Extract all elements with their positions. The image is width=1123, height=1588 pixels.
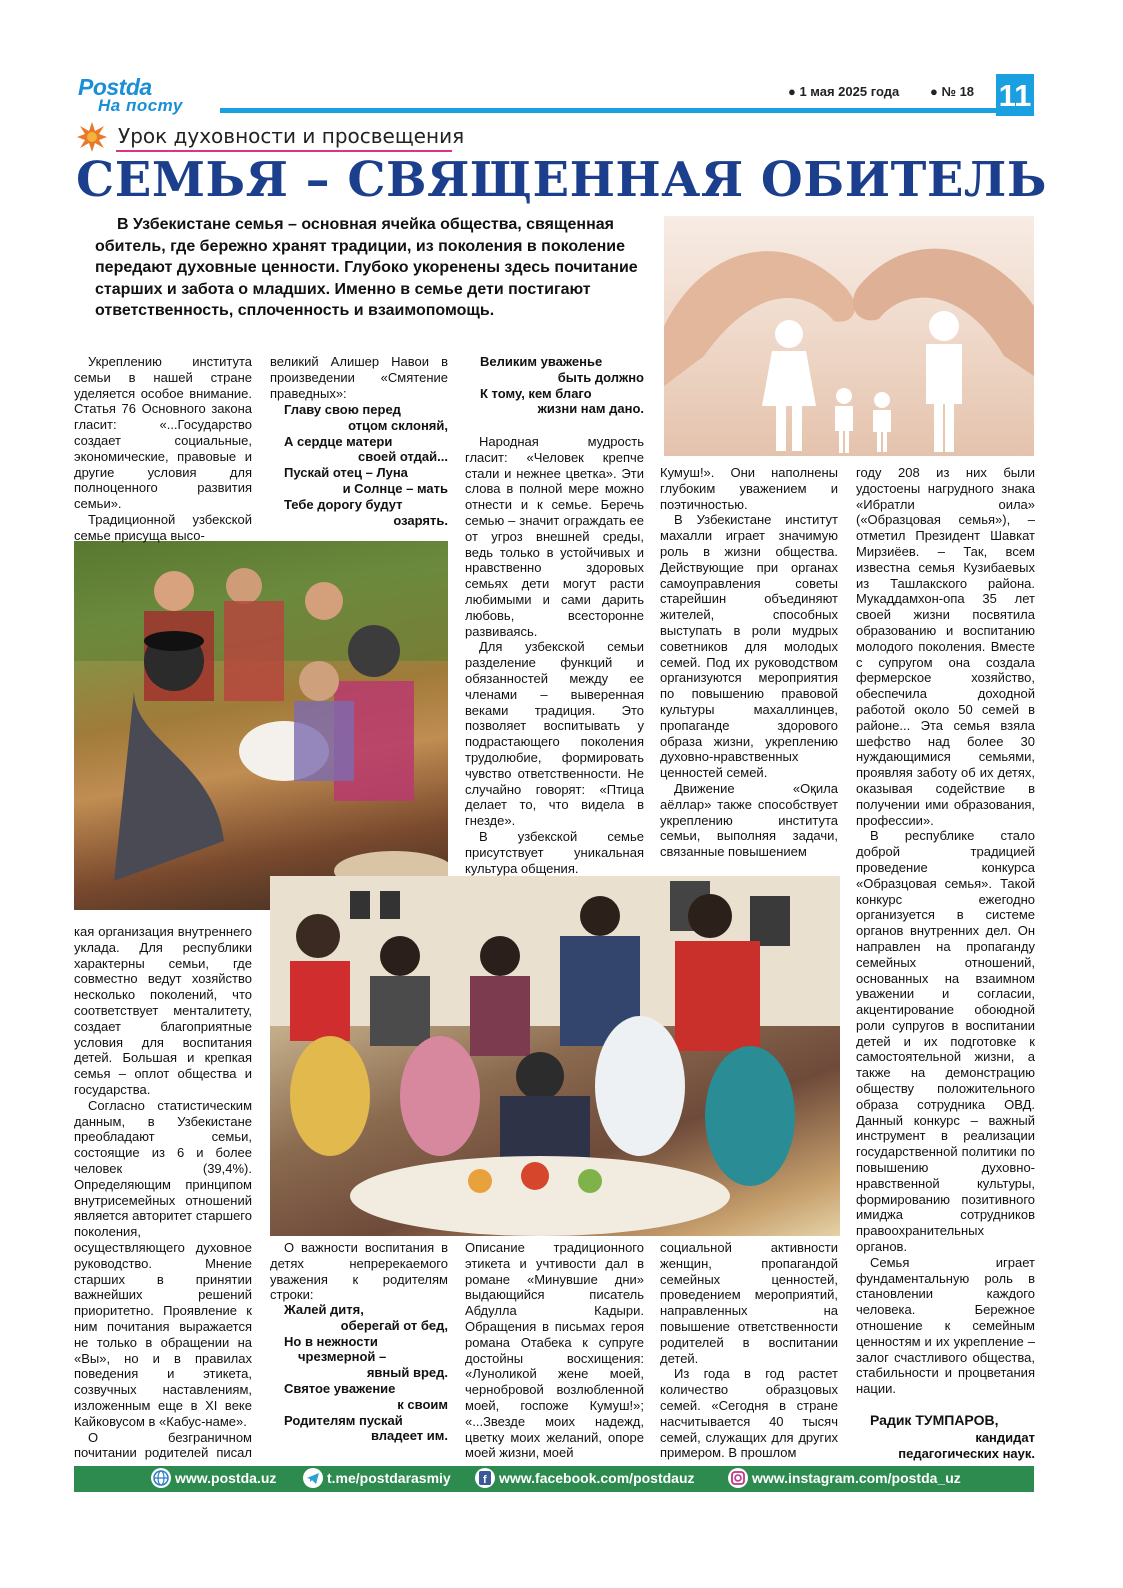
column-3-bottom: Описание традиционного этикета и учтивости дал в романе «Минувшие дни» выдающийся писатель Абдулла Кадыри. Обращения в письмах героя романа Отабека к супруге достойны восхищения: «Луноликой жене моей, чернобровой возлюбленной моей, госпоже Кумуш!»; «...Звезде моих надежд, цветку моих желаний, опоре моей жизни, моей: [465, 1240, 644, 1461]
issue-date: ● 1 мая 2025 года: [788, 84, 900, 99]
column-1-top: Укреплению института семьи в нашей стране уделяется особое внимание. Статья 76 Основного закона гласит: «...Государство создает социальные, экономические, правовые и другие условия для полноценного развития семьи». Традиционной узбекской семье присуща высо-: [74, 354, 252, 543]
page-number: 11: [996, 74, 1034, 116]
poem-2: Великим уваженье быть должно К тому, кем благо жизни нам дано.: [480, 354, 644, 417]
globe-icon: [150, 1467, 172, 1489]
author-name: Радик ТУМПАРОВ,: [870, 1412, 999, 1428]
instagram-icon: [727, 1467, 749, 1489]
issue-number: ● № 18: [930, 84, 975, 99]
poem-navoi: Главу свою перед отцом склоняй, А сердце матери своей отдай... Пускай отец – Луна и Солнце – мать Тебе дорогу будут озарять.: [284, 402, 448, 528]
telegram-icon: [302, 1467, 324, 1489]
headline: СЕМЬЯ – СВЯЩЕННАЯ ОБИТЕЛЬ: [76, 152, 1047, 208]
facebook-icon: [474, 1467, 496, 1489]
svg-text:f: f: [483, 1474, 487, 1486]
column-2-bottom: О важности воспитания в детях непререкаемого уважения к родителям строки:: [270, 1240, 448, 1303]
section-title: Урок духовности и просвещения: [118, 124, 465, 148]
column-1-bottom: кая организация внутреннего уклада. Для республики характерны семьи, где совместно ведут хозяйство несколько поколений, что соответствует менталитету, создает благоприятные условия для воспитания детей. Большая и крепкая семья – оплот общества и государства. Согласно статистическим данным, в Узбекистане преобладают семьи, состоящие из 6 и более человек (39,4%). Определяющим принципом внутрисемейных отношений является авторитет старшего поколения, осуществляющего духовное руководство. Мнение старших в принятии важнейших решений приоритетно. Проявление к ним почитания выражается не только в обращении на «Вы», но и в правилах поведения и этикета, созвучных наставлениям, изложенным еще в XI веке Кайковусом в «Кабус-наме». О безграничном почитании родителей писал: [74, 924, 252, 1461]
footer-facebook-link[interactable]: www.facebook.com/postdauz: [499, 1470, 695, 1486]
column-4-bottom: социальной активности женщин, пропагандой семейных ценностей, проведением мероприятий, направленных на повышение ответственности родителей в воспитании детей. Из года в год растет количество образцовых семей. «Сегодня в стране насчитывается 40 тысяч семей, служащих для других примером. В прошлом: [660, 1240, 838, 1461]
footer-telegram-link[interactable]: t.me/postdarasmiy: [327, 1470, 451, 1486]
column-4: Кумуш!». Они наполнены глубоким уважением и поэтичностью. В Узбекистане институт махалли играет значимую роль в жизни общества. Действующие при органах самоуправления советы старейшин объединяют жителей, способных выступать в роли мудрых советников для молодых семей. Под их руководством организуются мероприятия по повышению правовой культуры махаллинцев, пропаганде здорового образа жизни, укреплению духовно-нравственных ценностей семей. Движение «Оқила аёллар» также способствует укреплению института семьи, выполняя задачи, связанные повышением: [660, 465, 838, 860]
column-2-top: великий Алишер Навои в произведении «Смятение праведных»:: [270, 354, 448, 401]
header-rule: [220, 108, 996, 113]
star-icon: [76, 121, 108, 153]
lead-paragraph: В Узбекистане семья – основная ячейка общества, священная обитель, где бережно хранят традиции, из поколения в поколение передают духовные ценности. Глубоко укоренены здесь почитание старших и забота о младших. Именно в семье дети постигают ответственность, сплоченность и взаимопомощь.: [95, 216, 638, 320]
author-title: кандидат педагогических наук.: [898, 1430, 1035, 1461]
poem-3: Жалей дитя, оберегай от бед, Но в нежности чрезмерной – явный вред. Святое уважение к своим Родителям пускай владеет им.: [284, 1302, 448, 1444]
footer-instagram-link[interactable]: www.instagram.com/postda_uz: [752, 1470, 961, 1486]
footer-site-link[interactable]: www.postda.uz: [175, 1470, 277, 1486]
logo-postda: Postda: [78, 74, 152, 100]
family-gathering-photo: [270, 876, 840, 1236]
hands-family-photo: [664, 216, 1034, 456]
column-5: году 208 из них были удостоены нагрудного знака «Ибратли оила» («Образцовая семья»), – отметил Президент Шавкат Мирзиёев. – Так, всем известна семья Кузибаевых из Ташлакского района. Мукаддамхон-опа 35 лет своей жизни посвятила образованию и воспитанию молодого поколения. Вместе с супругом она создала фермерское хозяйство, обеспечила доходной работой около 50 семей в районе... Эта семья взяла шефство над более 30 нуждающимися семьями, проявляя заботу об их детях, оказывая содействие в получении ими образования, профессии». В республике стало доброй традицией проведение конкурса «Образцовая семья». Такой конкурс ежегодно организуется в системе органов внутренних дел. Он направлен на пропаганду семейных отношений, основанных на взаимном уважении и согласии, акцентирование обоюдной роли супругов в воспитании детей и их подготовке к самостоятельной жизни, а также на демонстрацию обществу положительного образа сотрудника ОВД. Данный конкурс – важный инструмент в реализации государственной политики по повышению духовно-нравственной культуры, формированию позитивного имиджа сотрудников правоохранительных органов. Семья играет фундаментальную роль в становлении каждого человека. Бережное отношение к семейным ценностям и их укрепление – залог счастливого общества, стабильности и процветания нации.: [856, 465, 1035, 1397]
family-celebration-photo: [74, 541, 448, 910]
logo-na-postu: На посту: [98, 96, 183, 115]
column-3: Народная мудрость гласит: «Человек крепче стали и нежнее цветка». Эти слова в полной мере можно отнести и к семье. Беречь семью – значит ограждать ее от угроз внешней среды, ведь только в устойчивых и нравственно здоровых семьях дети могут расти любимыми и сами дарить любовь, всесторонне развиваясь. Для узбекской семьи разделение функций и обязанностей между ее членами – выверенная веками традиция. Это позволяет воспитывать у подрастающего поколения трудолюбие, формировать чувство ответственности. Не случайно говорят: «Птица делает то, что видела в гнезде». В узбекской семье присутствует уникальная культура общения.: [465, 434, 644, 876]
